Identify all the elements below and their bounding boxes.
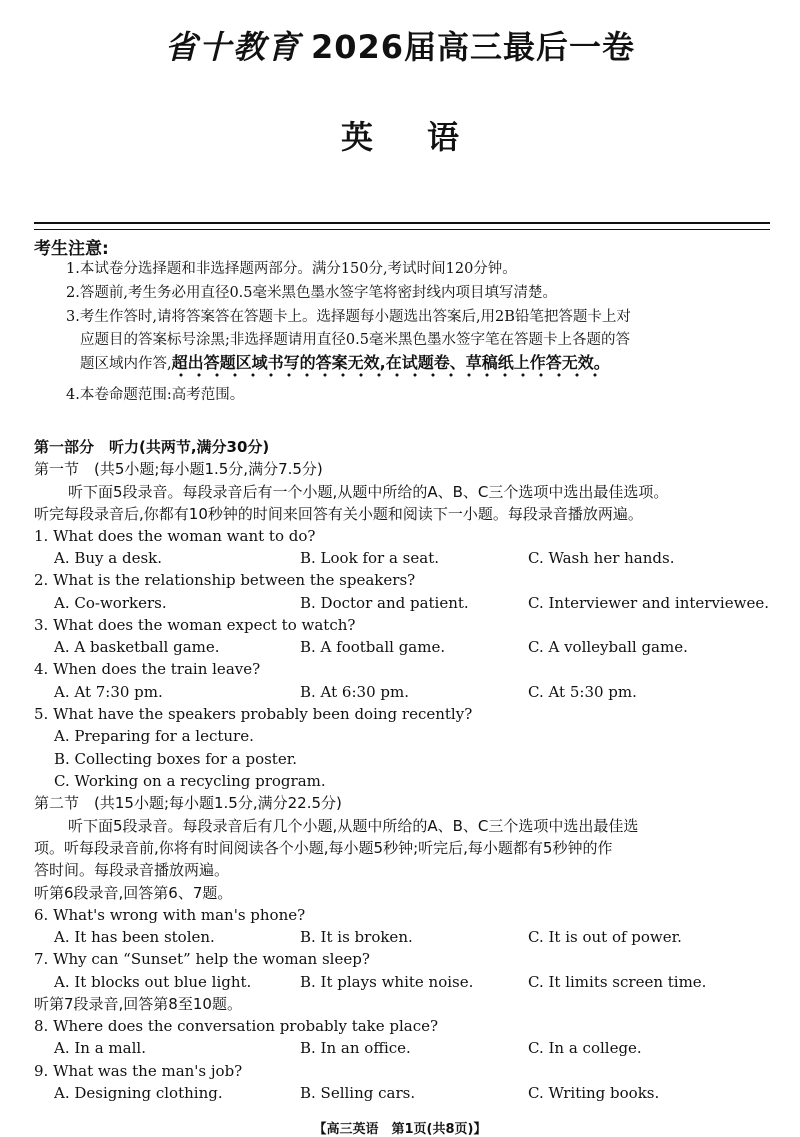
section2-instr-2: 项。听每段录音前,你将有时间阅读各个小题,每小题5秒钟;听完后,每小题都有5秒钟的作 (34, 839, 613, 857)
question-2: 2. What is the relationship between the speakers? (34, 571, 416, 589)
section1-title: 第一节 (共5小题;每小题1.5分,满分7.5分) (34, 460, 323, 478)
q2-option-b: B. Doctor and patient. (300, 594, 469, 612)
q4-option-b: B. At 6:30 pm. (300, 683, 409, 701)
q4-option-c: C. At 5:30 pm. (528, 683, 637, 701)
section1-instr-1: 听下面5段录音。每段录音后有一个小题,从题中所给的A、B、C三个选项中选出最佳选项。 (68, 483, 669, 501)
q8-option-a: A. In a mall. (54, 1039, 146, 1057)
section2-instr-1: 听下面5段录音。每段录音后有几个小题,从题中所给的A、B、C三个选项中选出最佳选 (68, 817, 639, 835)
question-7: 7. Why can “Sunset” help the woman sleep? (34, 950, 370, 968)
q1-option-a: A. Buy a desk. (54, 549, 163, 567)
question-4: 4. When does the train leave? (34, 660, 261, 678)
q8-option-b: B. In an office. (300, 1039, 411, 1057)
q5-option-b: B. Collecting boxes for a poster. (54, 750, 297, 768)
exam-title: 2026届高三最后一卷 (310, 28, 636, 66)
divider-thin (34, 229, 770, 230)
q3-option-a: A. A basketball game. (54, 638, 220, 656)
question-3: 3. What does the woman expect to watch? (34, 616, 356, 634)
notice-item-3-cont: 应题目的答案标号涂黑;非选择题请用直径0.5毫米黑色墨水签字笔在答题卡上各题的答 (80, 332, 630, 348)
q1-option-c: C. Wash her hands. (528, 549, 675, 567)
divider-thick (34, 222, 770, 224)
q2-option-c: C. Interviewer and interviewee. (528, 594, 769, 612)
question-8: 8. Where does the conversation probably take place? (34, 1017, 439, 1035)
q9-option-a: A. Designing clothing. (54, 1084, 223, 1102)
section2-instr-3: 答时间。每段录音播放两遍。 (34, 861, 230, 879)
q8-option-c: C. In a college. (528, 1039, 642, 1057)
q7-option-b: B. It plays white noise. (300, 973, 474, 991)
notice-item-2: 2.答题前,考生务必用直径0.5毫米黑色墨水签字笔将密封线内项目填写清楚。 (66, 285, 558, 301)
q7-option-c: C. It limits screen time. (528, 973, 707, 991)
q2-option-a: A. Co-workers. (54, 594, 167, 612)
audio-6-instr: 听第6段录音,回答第6、7题。 (34, 884, 233, 902)
q5-option-a: A. Preparing for a lecture. (54, 727, 254, 745)
notice-heading: 考生注意: (34, 239, 109, 259)
question-1: 1. What does the woman want to do? (34, 527, 316, 545)
page-title (0, 22, 800, 68)
question-6: 6. What's wrong with man's phone? (34, 906, 306, 924)
q5-option-c: C. Working on a recycling program. (54, 772, 326, 790)
part1-title: 第一部分 听力(共两节,满分30分) (34, 438, 270, 456)
audio-7-instr: 听第7段录音,回答第8至10题。 (34, 995, 242, 1013)
q4-option-a: A. At 7:30 pm. (54, 683, 163, 701)
q9-option-c: C. Writing books. (528, 1084, 660, 1102)
q1-option-b: B. Look for a seat. (300, 549, 439, 567)
question-9: 9. What was the man's job? (34, 1062, 243, 1080)
section1-instr-2: 听完每段录音后,你都有10秒钟的时间来回答有关小题和阅读下一小题。每段录音播放两遍。 (34, 505, 643, 523)
q6-option-a: A. It has been stolen. (54, 928, 215, 946)
notice-item-3-end (80, 352, 774, 375)
subject-title: 英语 (340, 118, 513, 156)
brand-name: 省十教育 (164, 28, 301, 66)
q6-option-b: B. It is broken. (300, 928, 413, 946)
q9-option-b: B. Selling cars. (300, 1084, 416, 1102)
q6-option-c: C. It is out of power. (528, 928, 682, 946)
notice-emphasis: 超出答题区域书写的答案无效,在试题卷、草稿纸上作答无效。 (172, 353, 610, 378)
section2-title: 第二节 (共15小题;每小题1.5分,满分22.5分) (34, 794, 342, 812)
q7-option-a: A. It blocks out blue light. (54, 973, 252, 991)
page-footer: 【高三英语 第1页(共8页)】 (313, 1122, 487, 1137)
notice-item-1: 1.本试卷分选择题和非选择题两部分。满分150分,考试时间120分钟。 (66, 261, 517, 277)
q3-option-b: B. A football game. (300, 638, 446, 656)
notice-item-3-lead: 题区域内作答, (80, 356, 172, 372)
q3-option-c: C. A volleyball game. (528, 638, 688, 656)
notice-item-3: 3.考生作答时,请将答案答在答题卡上。选择题每小题选出答案后,用2B铅笔把答题卡上对 (66, 309, 631, 325)
question-5: 5. What have the speakers probably been doing recently? (34, 705, 473, 723)
notice-item-4: 4.本卷命题范围:高考范围。 (66, 387, 245, 403)
